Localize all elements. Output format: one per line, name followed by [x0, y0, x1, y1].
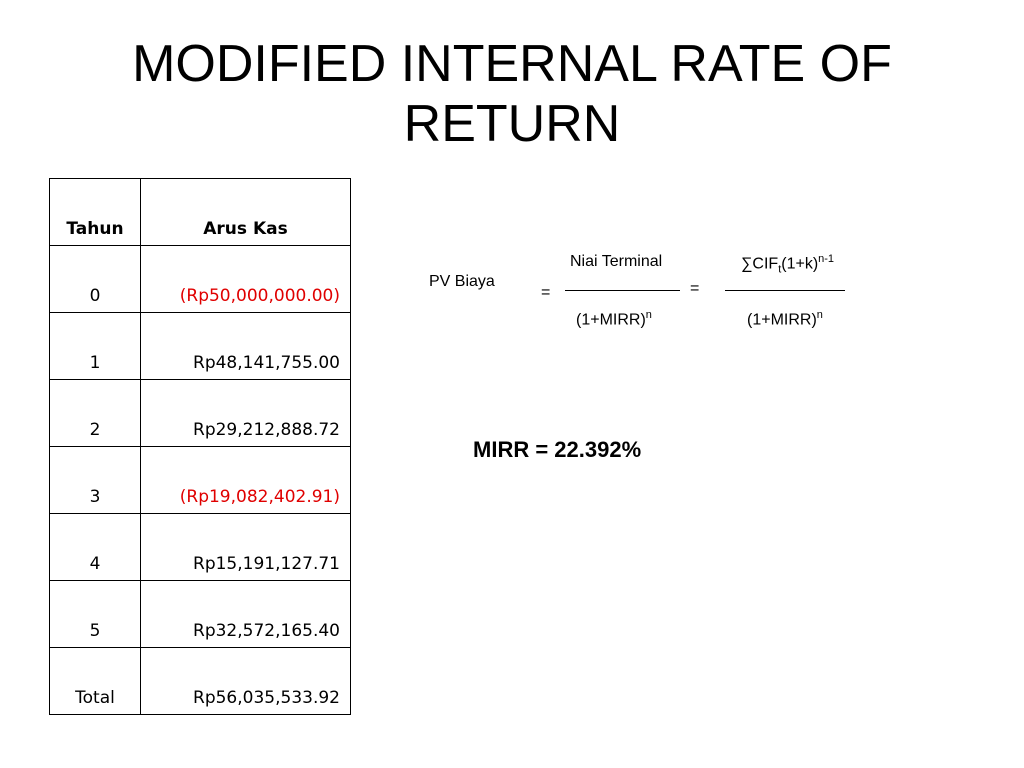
- denominator-2-exponent: n: [816, 309, 823, 321]
- numerator-terminal-value: Niai Terminal: [570, 253, 663, 270]
- numerator-sum-cif: [741, 253, 834, 276]
- table-row: [50, 514, 351, 581]
- year-cell: 2: [50, 380, 141, 447]
- cash-cell: (Rp50,000,000.00): [141, 246, 351, 313]
- denominator-2-text: (1+MIRR): [747, 311, 817, 329]
- equals-sign-2: =: [690, 280, 700, 297]
- total-label: Total: [50, 648, 141, 715]
- year-cell: 1: [50, 313, 141, 380]
- title-line-1: MODIFIED INTERNAL RATE OF: [132, 35, 892, 93]
- year-cell: 3: [50, 447, 141, 514]
- table-row: [50, 380, 351, 447]
- fraction-bar-1: [565, 290, 680, 291]
- page-title: [0, 34, 1024, 154]
- cash-cell: Rp15,191,127.71: [141, 514, 351, 581]
- year-cell: 0: [50, 246, 141, 313]
- denominator-1-exponent: n: [645, 309, 652, 321]
- cash-flow-table: [49, 178, 351, 715]
- exponent-n-minus-1: n-1: [818, 253, 835, 265]
- denominator-2: [747, 309, 823, 329]
- year-cell: 4: [50, 514, 141, 581]
- header-tahun: Tahun: [50, 179, 141, 246]
- table-row: [50, 246, 351, 313]
- cash-cell: (Rp19,082,402.91): [141, 447, 351, 514]
- cash-cell: Rp48,141,755.00: [141, 313, 351, 380]
- denominator-1-text: (1+MIRR): [576, 311, 646, 329]
- table-row: [50, 447, 351, 514]
- fraction-bar-2: [725, 290, 845, 291]
- equals-sign-1: =: [541, 284, 551, 301]
- mirr-result: MIRR = 22.392%: [473, 437, 642, 462]
- title-line-2: RETURN: [403, 95, 621, 153]
- cash-cell: Rp29,212,888.72: [141, 380, 351, 447]
- sum-cif-text: ∑CIF: [741, 255, 779, 273]
- sum-cif-subscript: t: [778, 263, 782, 276]
- one-plus-k-text: (1+k): [781, 255, 819, 273]
- year-cell: 5: [50, 581, 141, 648]
- table-header-row: [50, 179, 351, 246]
- cash-cell: Rp32,572,165.40: [141, 581, 351, 648]
- denominator-1: [576, 309, 652, 329]
- table-row: [50, 581, 351, 648]
- table-row: [50, 313, 351, 380]
- total-row: [50, 648, 351, 715]
- pv-biaya-label: PV Biaya: [429, 273, 495, 290]
- total-cash-cell: Rp56,035,533.92: [141, 648, 351, 715]
- header-arus-kas: Arus Kas: [141, 179, 351, 246]
